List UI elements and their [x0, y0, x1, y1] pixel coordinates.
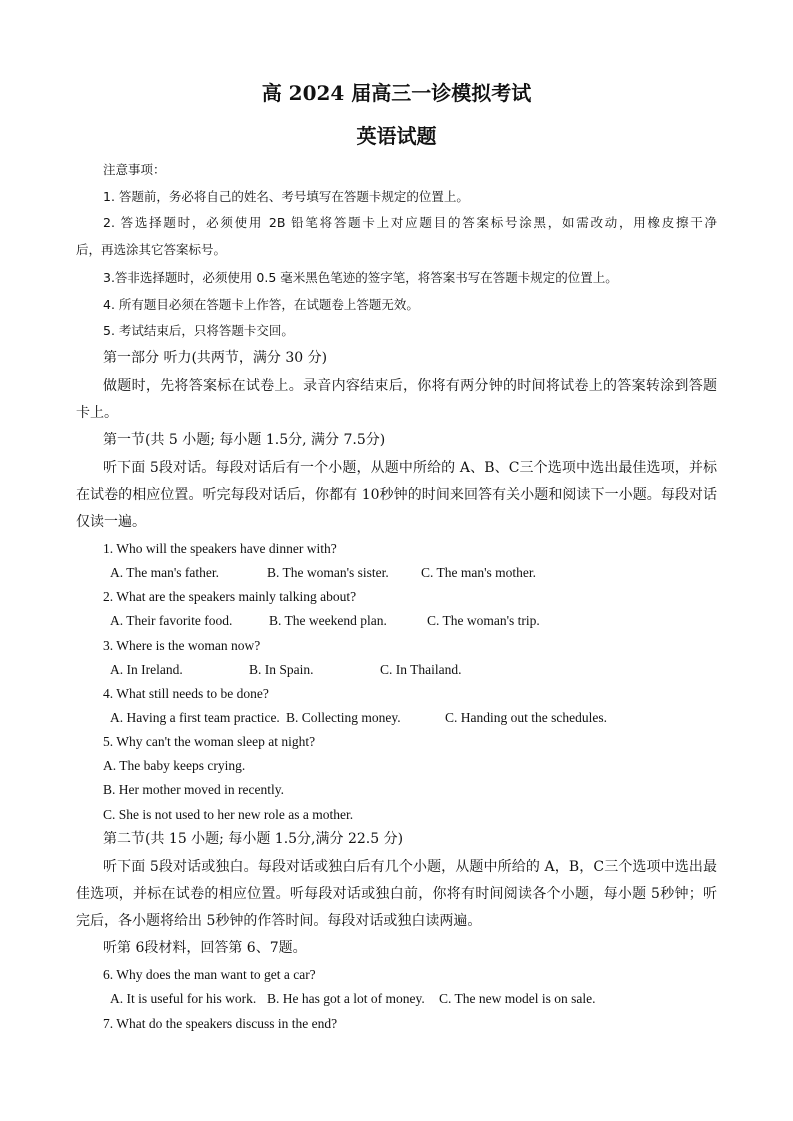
- option-c: C. She is not used to her new role as a mother.: [103, 807, 354, 822]
- answer-options: [110, 564, 536, 582]
- question-stem: 6. Why does the man want to get a car?: [103, 967, 316, 982]
- section-instructions: 在试卷的相应位置。听完每段对话后，你都有 10秒钟的时间来回答有关小题和阅读下一小题。每段对话: [76, 487, 717, 503]
- notice-item: 3.答非选择题时，必须使用 0.5 毫米黑色笔迹的签字笔，将答案书写在答题卡规定的位置上。: [103, 270, 618, 285]
- option-b: B. Collecting money.: [286, 710, 401, 725]
- section-heading: 第二节(共 15 小题; 每小题 1.5分,满分 22.5 分): [103, 831, 404, 847]
- question-stem: 4. What still needs to be done?: [103, 686, 269, 701]
- option-c: C. The man's mother.: [421, 565, 537, 580]
- option-a: A. The man's father.: [110, 565, 220, 580]
- option-c: C. The new model is on sale.: [439, 991, 596, 1006]
- option-b: B. He has got a lot of money.: [267, 991, 425, 1006]
- question-stem: 5. Why can't the woman sleep at night?: [103, 734, 316, 749]
- question-stem: 1. Who will the speakers have dinner with?: [103, 541, 337, 556]
- option-c: C. In Thailand.: [380, 662, 462, 677]
- option-c: C. The woman's trip.: [427, 613, 540, 628]
- answer-options: [110, 709, 607, 727]
- notice-item: 5. 考试结束后，只将答题卡交回。: [103, 323, 294, 338]
- question-stem: 2. What are the speakers mainly talking about?: [103, 589, 357, 604]
- option-c: C. Handing out the schedules.: [445, 710, 607, 725]
- option-b: B. Her mother moved in recently.: [103, 782, 284, 797]
- notice-item: 2. 答选择题时，必须使用 2B 铅笔将答题卡上对应题目的答案标号涂黑，如需改动，用橡皮擦干净: [103, 215, 717, 230]
- section-instructions: 完后，各小题将给出 5秒钟的作答时间。每段对话或独白读两遍。: [76, 913, 482, 929]
- answer-options: [110, 612, 540, 630]
- section-heading: 第一节(共 5 小题; 每小题 1.5分, 满分 7.5分): [103, 432, 386, 448]
- option-a: A. It is useful for his work.: [110, 991, 257, 1006]
- option-a: A. The baby keeps crying.: [103, 758, 246, 773]
- option-a: A. Their favorite food.: [110, 613, 233, 628]
- question-stem: 3. Where is the woman now?: [103, 638, 261, 653]
- part-intro: 卡上。: [76, 405, 118, 421]
- material-instruction: 听第 6段材料，回答第 6、7题。: [103, 940, 307, 956]
- section-instructions: 听下面 5段对话。每段对话后有一个小题，从题中所给的 A、B、C三个选项中选出最佳选项，并标: [103, 460, 717, 476]
- section-instructions: 仅读一遍。: [76, 514, 146, 530]
- option-b: B. The weekend plan.: [269, 613, 387, 628]
- option-b: B. The woman's sister.: [267, 565, 389, 580]
- section-instructions: 佳选项，并标在试卷的相应位置。听每段对话或独白前，你将有时间阅读各个小题，每小题 5秒钟；听: [76, 886, 717, 902]
- answer-options: [110, 990, 595, 1008]
- page-title: 高 2024 届高三一诊模拟考试: [261, 81, 532, 105]
- notice-item: 1. 答题前，务必将自己的姓名、考号填写在答题卡规定的位置上。: [103, 189, 469, 204]
- answer-options: [110, 661, 462, 679]
- notice-item: 后，再选涂其它答案标号。: [76, 242, 227, 257]
- part-heading: 第一部分 听力(共两节，满分 30 分): [103, 350, 328, 366]
- notice-item: 4. 所有题目必须在答题卡上作答，在试题卷上答题无效。: [103, 297, 419, 312]
- page-subtitle: 英语试题: [356, 124, 437, 148]
- option-a: A. In Ireland.: [110, 662, 183, 677]
- section-instructions: 听下面 5段对话或独白。每段对话或独白后有几个小题，从题中所给的 A，B，C三个选项中选出最: [103, 859, 717, 875]
- notice-heading: 注意事项：: [103, 162, 166, 177]
- question-stem: 7. What do the speakers discuss in the end?: [103, 1016, 338, 1031]
- part-intro: 做题时，先将答案标在试卷上。录音内容结束后，你将有两分钟的时间将试卷上的答案转涂到答题: [103, 378, 717, 394]
- option-a: A. Having a first team practice.: [110, 710, 280, 725]
- option-b: B. In Spain.: [249, 662, 314, 677]
